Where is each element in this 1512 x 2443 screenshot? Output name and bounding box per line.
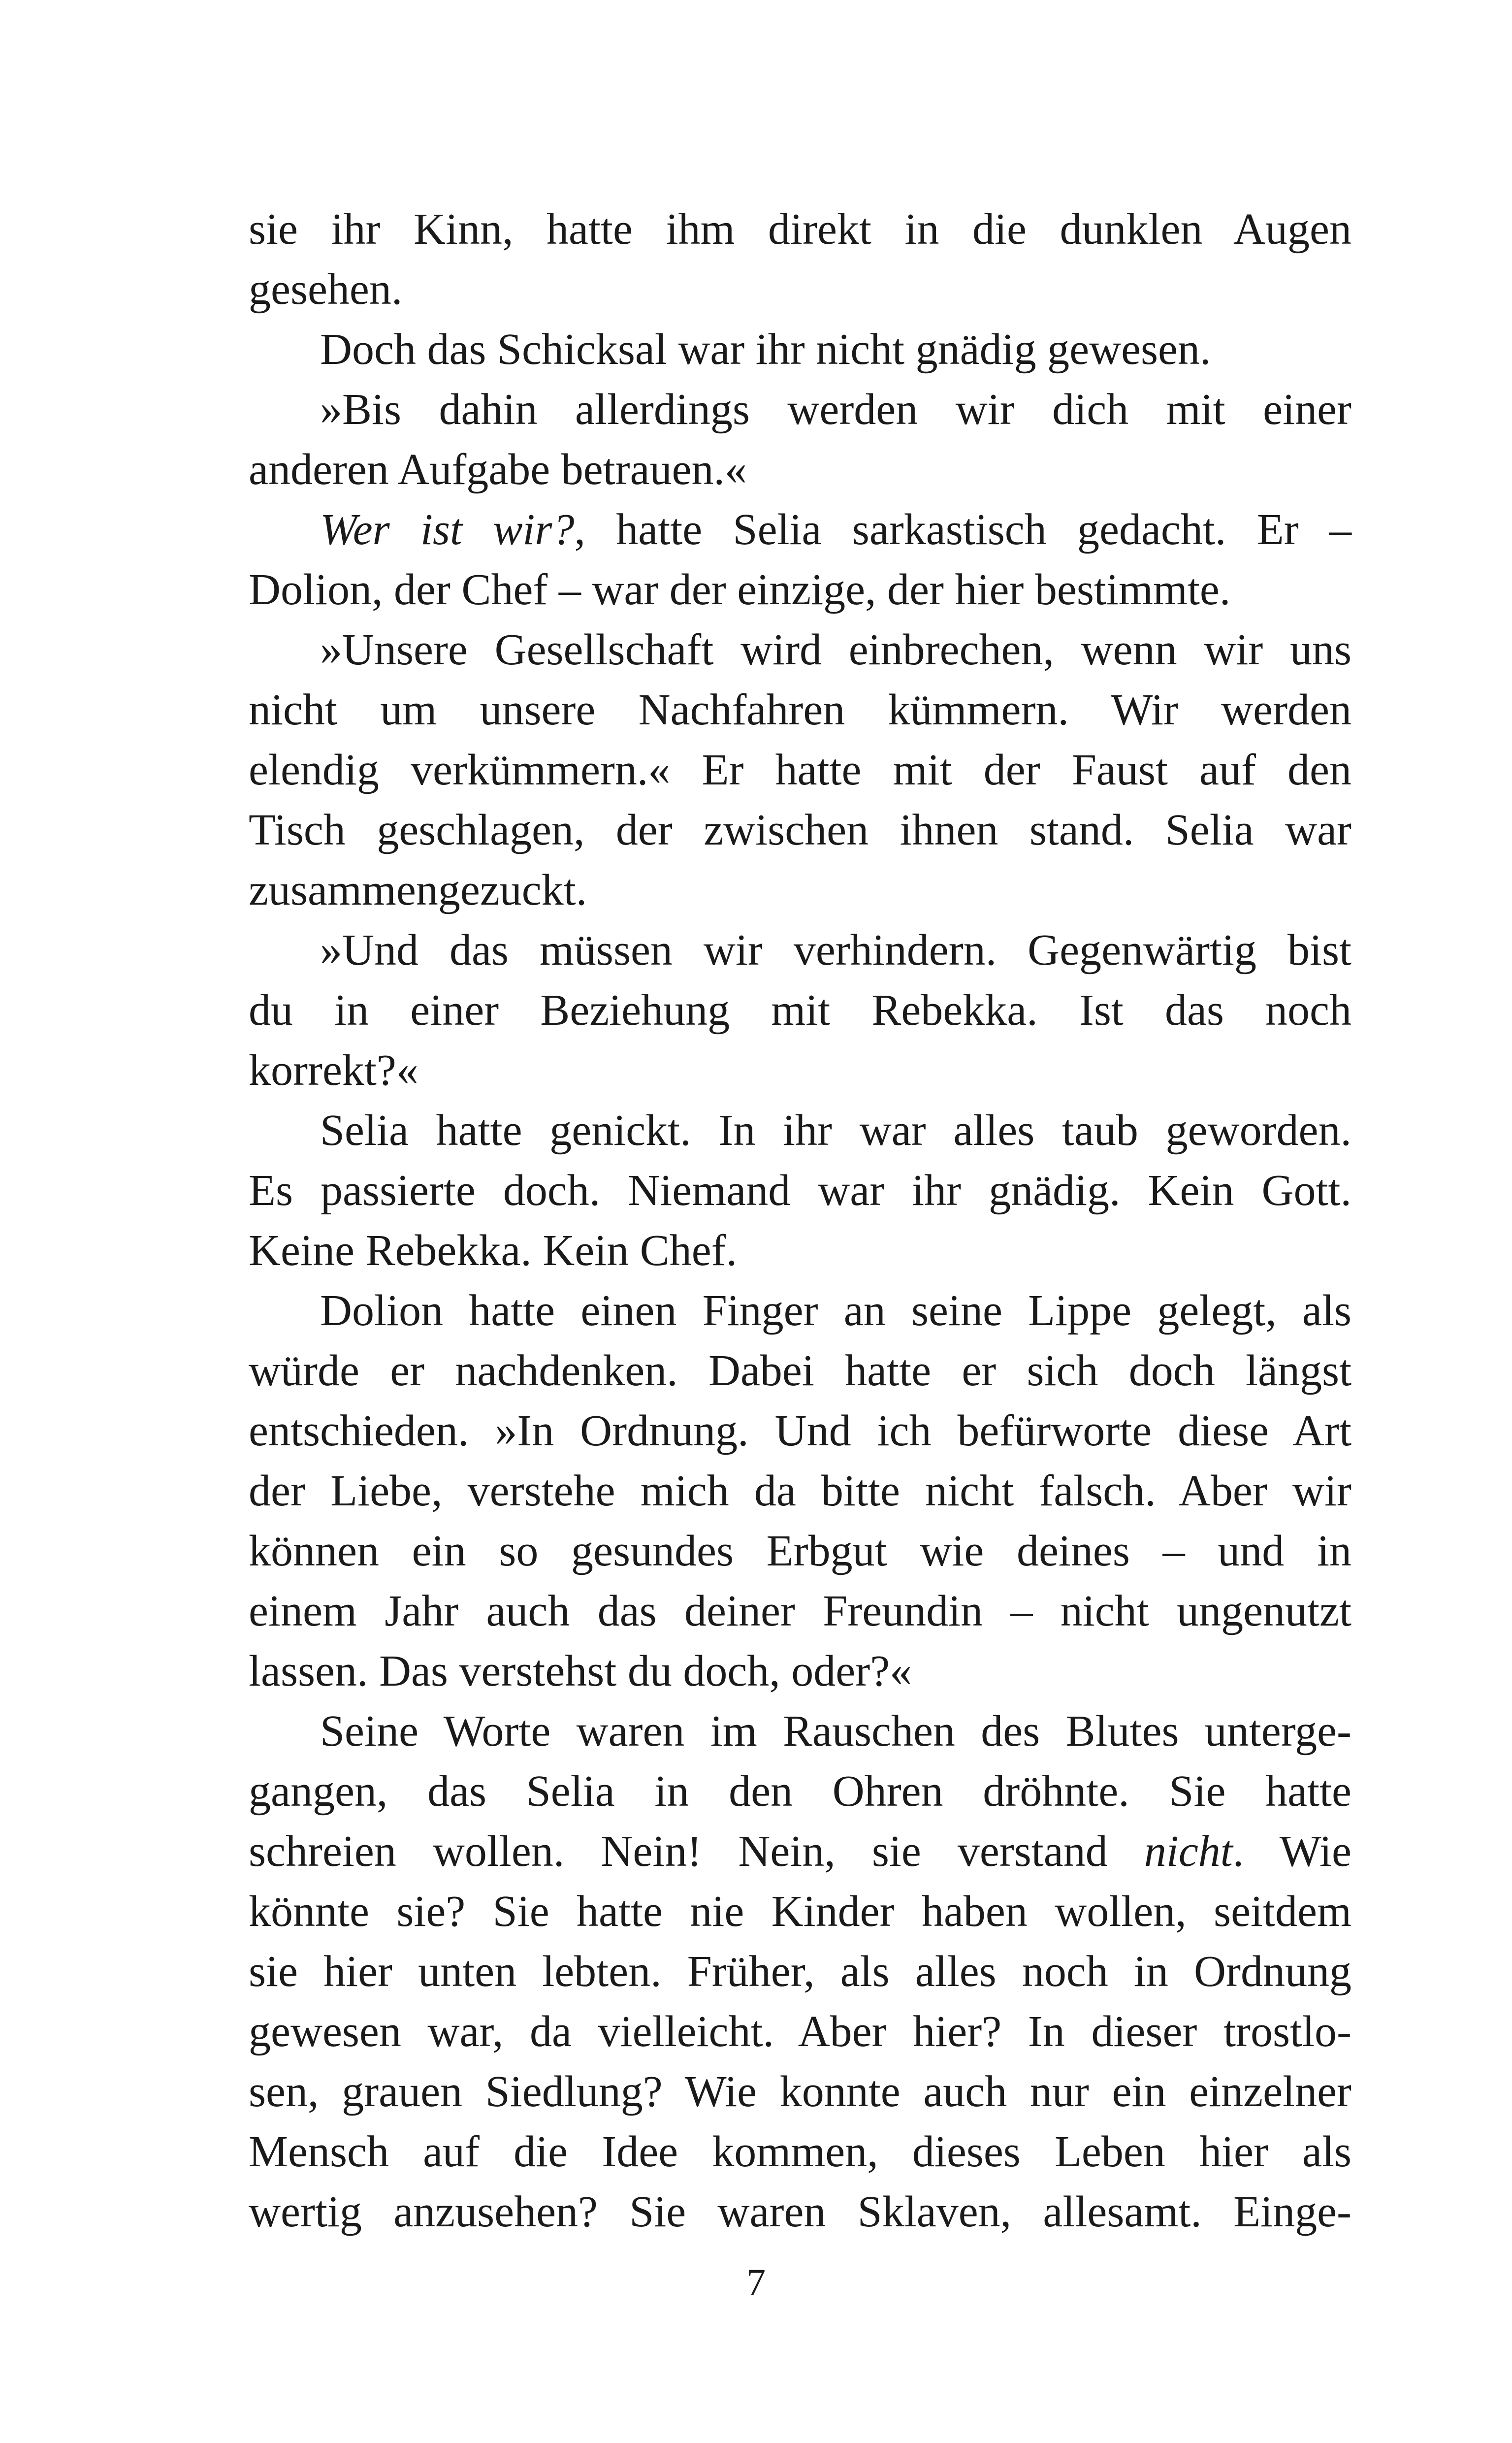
text-line	[249, 1701, 1351, 1761]
text-line	[249, 199, 1351, 260]
text-line	[249, 680, 1351, 740]
text-line	[249, 1581, 1351, 1641]
text-line	[249, 1521, 1351, 1581]
text-line	[249, 1281, 1351, 1341]
text-line	[249, 2182, 1351, 2242]
text-line	[249, 1341, 1351, 1401]
text-segment: . Wie	[1232, 1827, 1351, 1876]
text-segment: gesehen.	[249, 265, 403, 314]
text-segment: Selia hatte genickt. In ihr war alles taub geworden.	[320, 1106, 1351, 1155]
text-line	[249, 1641, 1351, 1701]
text-line	[249, 320, 1351, 380]
text-line	[249, 500, 1351, 560]
text-segment: würde er nachdenken. Dabei hatte er sich doch längst	[249, 1346, 1351, 1395]
text-segment: Es passierte doch. Niemand war ihr gnädig. Kein Gott.	[249, 1166, 1351, 1215]
text-segment: sie ihr Kinn, hatte ihm direkt in die dunklen Augen	[249, 205, 1351, 254]
text-segment: entschieden. »In Ordnung. Und ich befürworte diese Art	[249, 1406, 1351, 1455]
text-line	[249, 1221, 1351, 1281]
text-line	[249, 1882, 1351, 1942]
text-segment: Dolion, der Chef – war der einzige, der hier bestimmte.	[249, 565, 1231, 614]
text-segment: der Liebe, verstehe mich da bitte nicht falsch. Aber wir	[249, 1466, 1351, 1515]
page-number: 7	[746, 2261, 766, 2304]
text-segment: »Unsere Gesellschaft wird einbrechen, wenn wir uns	[320, 625, 1351, 674]
text-segment: »Bis dahin allerdings werden wir dich mit einer	[320, 385, 1351, 434]
text-segment: »Und das müssen wir verhindern. Gegenwärtig bist	[320, 926, 1351, 975]
text-segment: Tisch geschlagen, der zwischen ihnen stand. Selia war	[249, 806, 1351, 854]
text-segment: lassen. Das verstehst du doch, oder?«	[249, 1647, 912, 1695]
text-line	[249, 800, 1351, 860]
text-segment: Keine Rebekka. Kein Chef.	[249, 1226, 738, 1275]
text-segment: zusammengezuckt.	[249, 866, 587, 914]
text-segment: schreien wollen. Nein! Nein, sie verstand	[249, 1827, 1144, 1876]
text-line	[249, 740, 1351, 800]
text-line	[249, 980, 1351, 1041]
text-segment: gangen, das Selia in den Ohren dröhnte. Sie hatte	[249, 1767, 1351, 1816]
text-segment: elendig verkümmern.« Er hatte mit der Faust auf den	[249, 746, 1351, 794]
text-line	[249, 440, 1351, 500]
text-segment: gewesen war, da vielleicht. Aber hier? In dieser trostlo-	[249, 2007, 1351, 2056]
text-segment: Seine Worte waren im Rauschen des Blutes unterge-	[320, 1707, 1351, 1756]
text-segment: einem Jahr auch das deiner Freundin – nicht ungenutzt	[249, 1587, 1351, 1635]
text-segment: sen, grauen Siedlung? Wie konnte auch nur ein einzelner	[249, 2067, 1351, 2116]
text-line	[249, 1101, 1351, 1161]
text-segment: Doch das Schicksal war ihr nicht gnädig gewesen.	[320, 325, 1211, 374]
text-segment: nicht um unsere Nachfahren kümmern. Wir werden	[249, 685, 1351, 734]
text-segment: du in einer Beziehung mit Rebekka. Ist das noch	[249, 986, 1351, 1035]
italic-text: nicht	[1144, 1827, 1233, 1876]
text-line	[249, 380, 1351, 440]
text-segment: wertig anzusehen? Sie waren Sklaven, allesamt. Einge-	[249, 2187, 1351, 2236]
text-segment: sie hier unten lebten. Früher, als alles noch in Ordnung	[249, 1947, 1351, 1996]
text-line	[249, 2002, 1351, 2062]
text-segment: können ein so gesundes Erbgut wie deines – und in	[249, 1527, 1351, 1575]
text-line	[249, 860, 1351, 920]
body-text	[249, 199, 1351, 2242]
text-line	[249, 1041, 1351, 1101]
text-segment: Dolion hatte einen Finger an seine Lippe gelegt, als	[320, 1286, 1351, 1335]
text-line	[249, 1761, 1351, 1822]
text-line	[249, 1822, 1351, 1882]
text-line	[249, 560, 1351, 620]
text-segment: anderen Aufgabe betrauen.«	[249, 445, 747, 494]
text-segment: , hatte Selia sarkastisch gedacht. Er –	[574, 505, 1351, 554]
text-line	[249, 1461, 1351, 1521]
text-line	[249, 920, 1351, 980]
text-line	[249, 2062, 1351, 2122]
text-segment: korrekt?«	[249, 1046, 418, 1095]
text-line	[249, 1942, 1351, 2002]
text-line	[249, 620, 1351, 680]
text-line	[249, 1401, 1351, 1461]
italic-text: Wer ist wir?	[320, 505, 575, 554]
text-line	[249, 1161, 1351, 1221]
text-line	[249, 2122, 1351, 2182]
text-line	[249, 260, 1351, 320]
text-segment: Mensch auf die Idee kommen, dieses Leben hier als	[249, 2127, 1351, 2176]
text-segment: könnte sie? Sie hatte nie Kinder haben wollen, seitdem	[249, 1887, 1351, 1936]
